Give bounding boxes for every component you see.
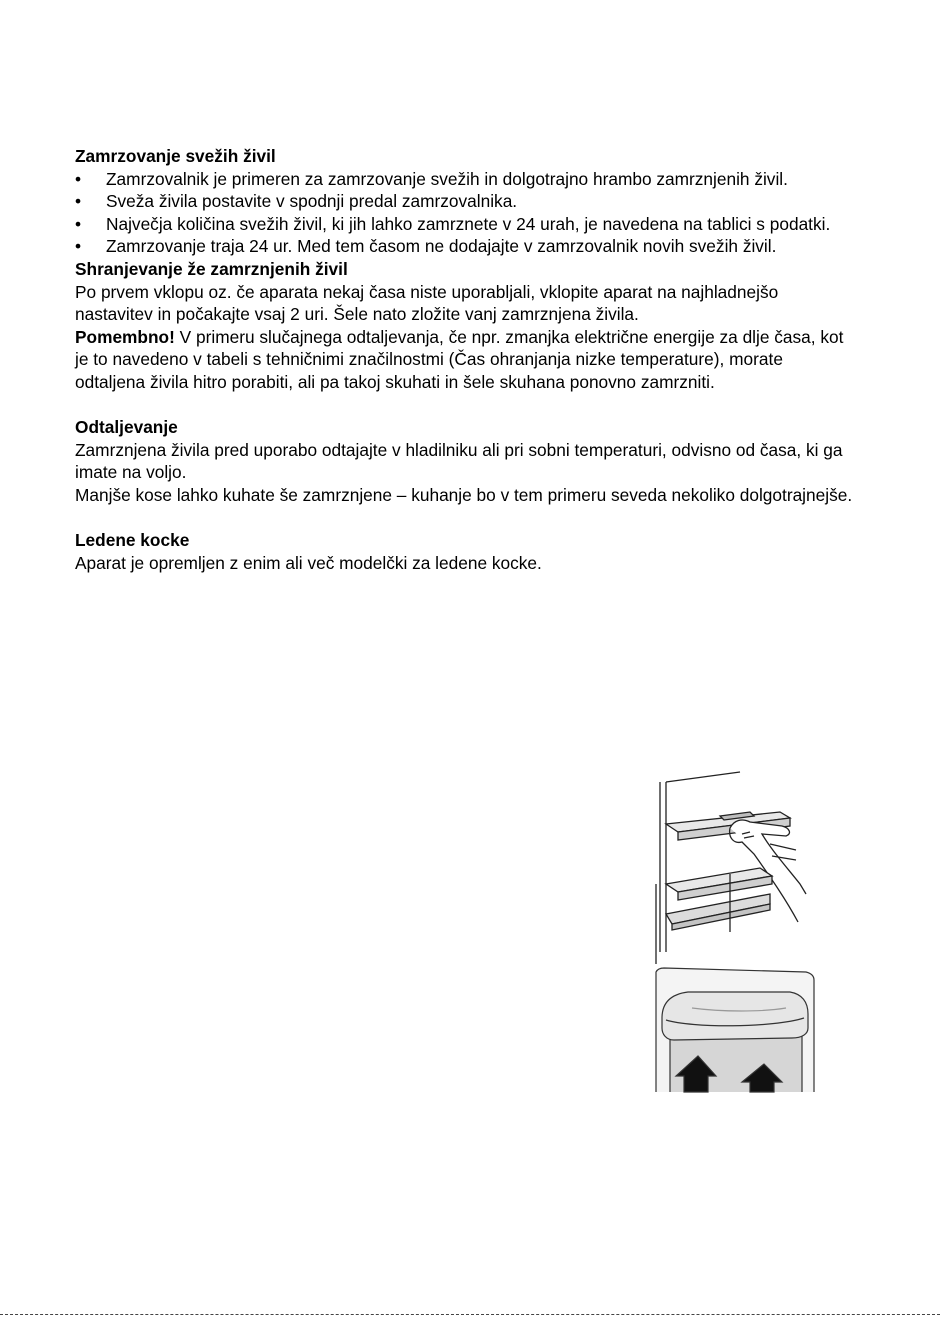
heading-freezing: Zamrzovanje svežih živil [75, 146, 276, 166]
bottom-dashed-rule [0, 1314, 940, 1315]
document-body [75, 145, 855, 574]
heading-storage: Shranjevanje že zamrznjenih živil [75, 258, 348, 279]
important-note [75, 326, 855, 394]
storage-paragraph: Po prvem vklopu oz. če aparata nekaj časa niste uporabljali, vklopite aparat na najhladnejšo nastavitev in počakajte vsaj 2 uri. Šele nato zložite vanj zamrznjena živila. [75, 281, 779, 325]
shelf-removal-illustration [650, 764, 810, 964]
list-item: • Zamrzovalnik je primeren za zamrzovanje svežih in dolgotrajno hrambo zamrznjenih živil. [75, 168, 788, 189]
list-item: • Največja količina svežih živil, ki jih lahko zamrznete v 24 urah, je navedena na tablici s podatki. [75, 213, 831, 234]
thawing-paragraph-1: Zamrznjena živila pred uporabo odtajajte v hladilniku ali pri sobni temperaturi, odvisno od časa, ki ga imate na voljo. [75, 439, 843, 483]
thawing-paragraph-2: Manjše kose lahko kuhate še zamrznjene – kuhanje bo v tem primeru seveda nekoliko dolgotrajnejše. [75, 484, 853, 505]
bullet-icon: • [75, 191, 82, 212]
bullet-icon: • [75, 168, 82, 189]
bullet-icon: • [75, 213, 82, 234]
heading-thawing: Odtaljevanje [75, 417, 178, 438]
bullet-icon: • [75, 236, 82, 257]
heading-ice-cubes: Ledene kocke [75, 530, 190, 551]
list-item: • Sveža živila postavite v spodnji predal zamrzovalnika. [75, 191, 518, 212]
freezer-drawer-illustration [652, 966, 818, 1094]
list-item: • Zamrzovanje traja 24 ur. Med tem časom ne dodajajte v zamrzovalnik novih svežih živil. [75, 236, 777, 257]
important-label: Pomembno! [75, 326, 175, 347]
ice-paragraph: Aparat je opremljen z enim ali več modelčki za ledene kocke. [75, 552, 542, 573]
important-text: V primeru slučajnega odtaljevanja, če npr. zmanjka električne energije za dlje časa, kot je to navedeno v tabeli s tehničnimi značilnostmi (Čas ohranjanja nizke temperature), morate odtaljena živila hitro porabiti, ali pa takoj skuhati in šele skuhana ponovno zamrzniti. [75, 326, 844, 392]
freezing-bullet-list [75, 168, 855, 258]
